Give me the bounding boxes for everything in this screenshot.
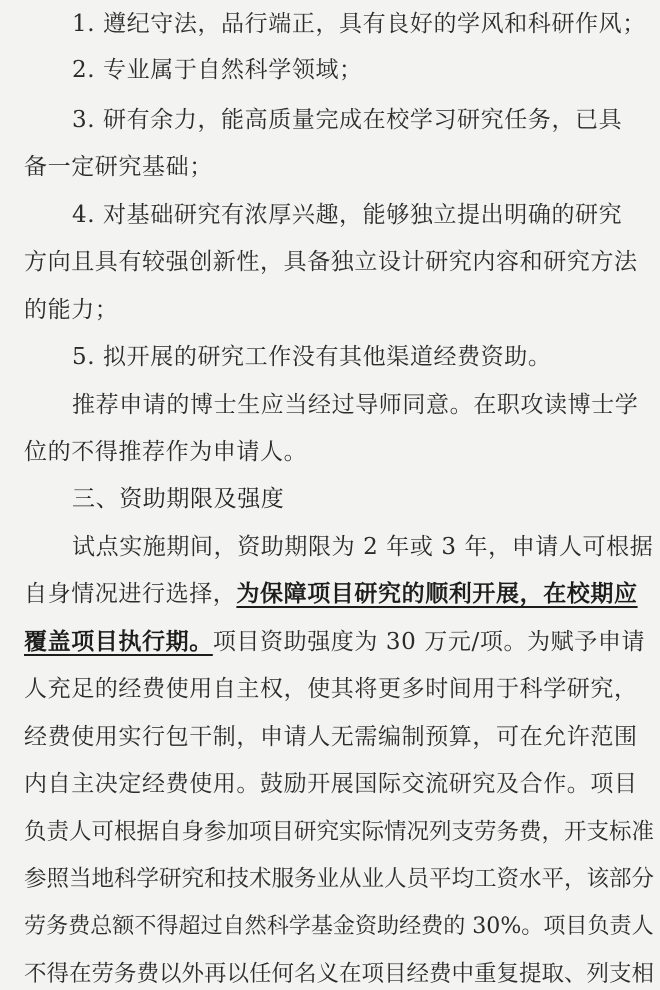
line-text: 4. 对基础研究有浓厚兴趣，能够独立提出明确的研究 [72,202,623,228]
emphasized-text: 覆盖项目执行期。 [24,629,213,655]
text-line [0,523,660,571]
text-line [0,143,660,191]
line-text: 推荐申请的博士生应当经过导师同意。在职攻读博士学 [72,392,639,418]
line-text: 1. 遵纪守法，品行端正，具有良好的学风和科研作风； [72,11,646,37]
line-text: 劳务费总额不得超过自然科学基金资助经费的 30%。项目负责人 [24,914,654,939]
line-text: 2. 专业属于自然科学领域； [72,57,363,83]
text-line [0,950,660,990]
text-line [0,286,660,334]
text-line [0,903,660,951]
section-heading-text: 三、资助期限及强度 [72,486,285,512]
text-line [0,760,660,808]
line-text: 方向且具有较强创新性，具备独立设计研究内容和研究方法 [24,249,638,275]
line-text: 内自主决定经费使用。鼓励开展国际交流研究及合作。项目 [24,771,638,797]
text-line [0,855,660,903]
text-line [0,665,660,713]
line-text: 5. 拟开展的研究工作没有其他渠道经费资助。 [72,344,552,370]
line-text: 项目资助强度为 30 万元/项。为赋予申请 [212,629,646,655]
line-text: 不得在劳务费以外再以任何名义在项目经费中重复提取、列支相 [24,961,655,987]
text-line [0,333,660,381]
line-text: 试点实施期间，资助期限为 2 年或 3 年，申请人可根据 [72,534,654,560]
text-line [0,96,660,144]
line-text: 3. 研有余力，能高质量完成在校学习研究任务，已具 [72,107,623,133]
text-line [0,570,660,618]
line-text: 人充足的经费使用自主权，使其将更多时间用于科学研究， [24,676,638,702]
text-line [0,713,660,761]
line-text: 负责人可根据自身参加项目研究实际情况列支劳务费，开支标准 [24,819,655,845]
text-line [0,191,660,239]
line-text: 备一定研究基础； [24,154,213,180]
text-line [0,0,660,48]
line-text: 参照当地科学研究和技术服务业从业人员平均工资水平，该部分 [24,866,655,892]
line-text: 自身情况进行选择， [24,581,237,607]
text-line [0,618,660,666]
text-line [0,808,660,856]
text-line [0,238,660,286]
emphasized-text: 为保障项目研究的顺利开展，在校期应 [236,581,638,607]
section-heading [0,475,660,523]
line-text: 位的不得推荐作为申请人。 [24,439,308,465]
line-text: 的能力； [24,297,119,323]
line-text: 经费使用实行包干制，申请人无需编制预算，可在允许范围 [24,724,638,750]
text-line [0,381,660,429]
text-line [0,428,660,476]
text-line [0,46,660,94]
